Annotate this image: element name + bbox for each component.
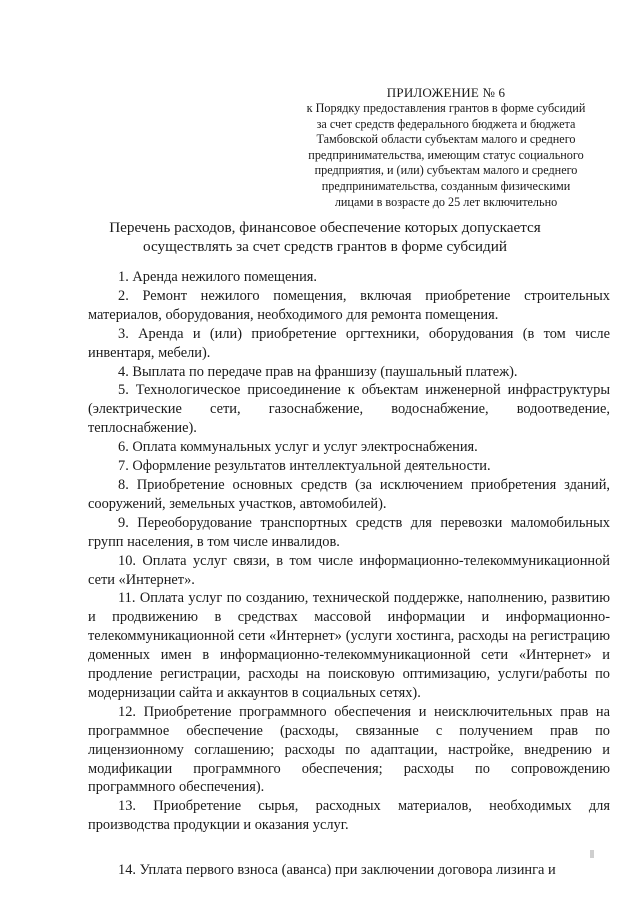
list-item: 13. Приобретение сырья, расходных материалов, необходимых для производства продукции и оказания услуг.	[88, 798, 610, 834]
list-item: 6. Оплата коммунальных услуг и услуг электроснабжения.	[118, 439, 478, 456]
appendix-line: предприятия, и (или) субъектам малого и среднего	[314, 163, 578, 178]
appendix-line: за счет средств федерального бюджета и бюджета	[316, 116, 576, 131]
appendix-line: к Порядку предоставления грантов в форме субсидий	[306, 101, 586, 115]
list-item: 1. Аренда нежилого помещения.	[118, 269, 318, 285]
list-item: 5. Технологическое присоединение к объектам инженерной инфраструктуры (электрические сети, газоснабжение, водоснабжение, водоотведение, теплоснабжение).	[88, 382, 610, 437]
expense-list	[88, 268, 610, 880]
document-heading	[100, 218, 550, 256]
list-item: 3. Аренда и (или) приобретение оргтехники, оборудования (в том числе инвентаря, мебели).	[88, 325, 610, 361]
list-item: 11. Оплата услуг по созданию, технической поддержке, наполнению, развитию и продвижению в средствах массовой информации и информационно-телекоммуникационной сети «Интернет» (услуги хостинга, расходы на регистрацию доменных имен в информационно-телекоммуникационной сети «Интернет» и продление регистрации, расходы на поисковую оптимизацию, услуги/работы по модернизации сайта и аккаунтов в социальных сетях).	[88, 590, 610, 701]
list-item: 2. Ремонт нежилого помещения, включая приобретение строительных материалов, оборудования, необходимого для ремонта помещения.	[88, 287, 610, 323]
appendix-header	[282, 84, 610, 210]
heading-line: осуществлять за счет средств грантов в форме субсидий	[142, 238, 508, 255]
scan-mark	[590, 850, 594, 858]
appendix-line: лицами в возрасте до 25 лет включительно	[334, 194, 558, 209]
appendix-line: предпринимательства, имеющим статус социального	[308, 147, 584, 162]
heading-line: Перечень расходов, финансовое обеспечение которых допускается	[109, 219, 541, 236]
list-item: 12. Приобретение программного обеспечения и неисключительных прав на программное обеспечение (расходы, связанные с получением прав по лицензионному соглашению; расходы по адаптации, настройке, внедрению и модификации программного обеспечения; расходы по сопровождению программного обеспечения).	[88, 703, 610, 796]
appendix-line: Тамбовской области субъектам малого и среднего	[316, 132, 576, 147]
list-item: 10. Оплата услуг связи, в том числе информационно-телекоммуникационной сети «Интернет».	[88, 552, 610, 588]
appendix-line: предпринимательства, созданным физическими	[321, 178, 571, 193]
list-item: 9. Переоборудование транспортных средств для перевозки маломобильных групп населения, в том числе инвалидов.	[88, 514, 610, 550]
appendix-title: ПРИЛОЖЕНИЕ № 6	[386, 85, 506, 100]
list-item: 8. Приобретение основных средств (за исключением приобретения зданий, сооружений, земельных участков, автомобилей).	[88, 476, 610, 512]
list-item: 4. Выплата по передаче прав на франшизу (паушальный платеж).	[118, 363, 518, 380]
list-item: 7. Оформление результатов интеллектуальной деятельности.	[118, 458, 491, 475]
list-item: 14. Уплата первого взноса (аванса) при заключении договора лизинга и	[118, 862, 556, 879]
